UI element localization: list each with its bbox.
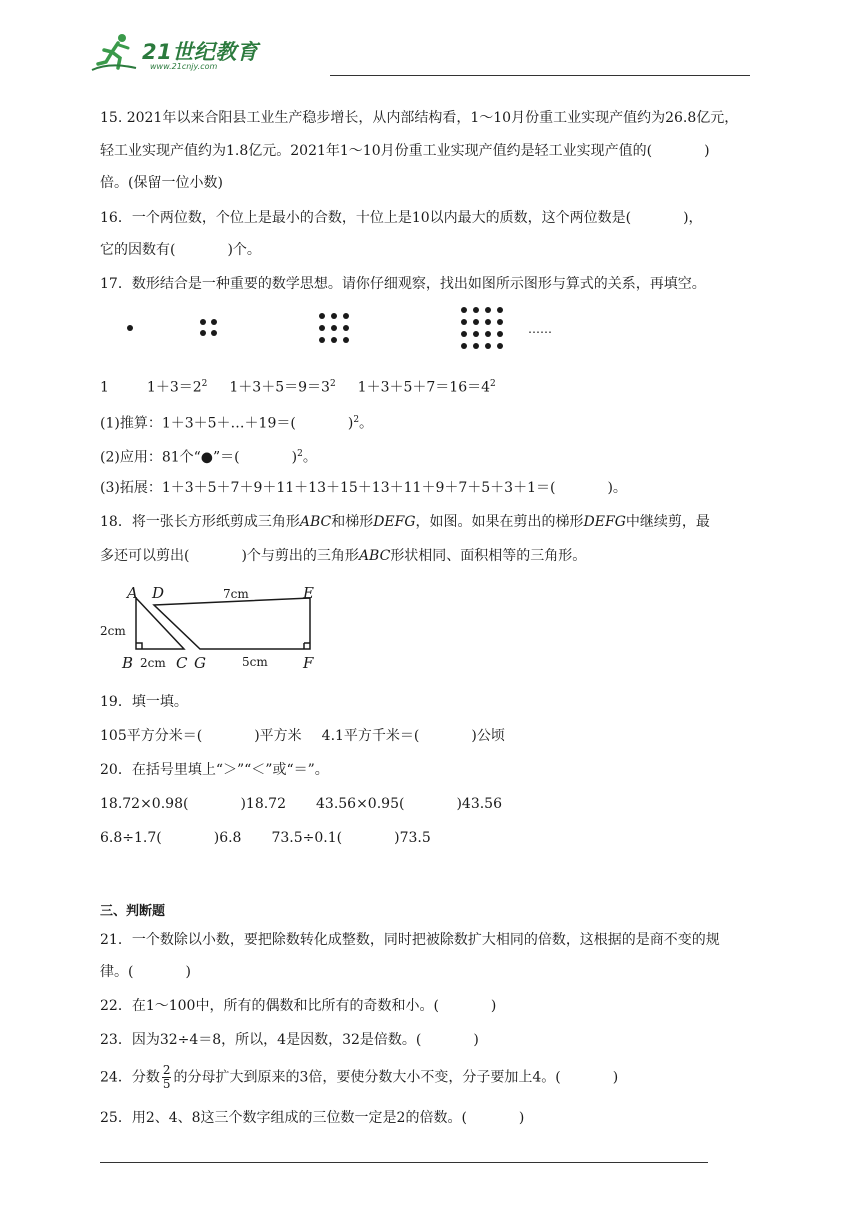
label-B: B — [122, 654, 134, 672]
label-A: A — [127, 584, 138, 602]
q20-row1: 18.72×0.98( )18.72 43.56×0.95( )43.56 — [100, 796, 502, 812]
q20-row2: 6.8÷1.7( )6.8 73.5÷0.1( )73.5 — [100, 830, 431, 846]
q18-line1: 18．将一张长方形纸剪成三角形ABC和梯形DEFG，如图。如果在剪出的梯形DEFG中继续剪，最 — [100, 514, 710, 530]
label-D: D — [152, 584, 165, 602]
logo-text: 21世纪教育 — [142, 40, 259, 64]
len-bc: 2cm — [140, 656, 166, 670]
q22: 22．在1～100中，所有的偶数和比所有的奇数和小。( ) — [100, 998, 497, 1014]
q16-line1: 16．一个两位数，个位上是最小的合数，十位上是10以内最大的质数，这个两位数是( )， — [100, 210, 703, 226]
label-F: F — [303, 654, 314, 672]
dot-pattern-figure — [100, 300, 600, 360]
q25: 25．用2、4、8这三个数字组成的三位数一定是2的倍数。( ) — [100, 1110, 525, 1126]
q21-line2: 律。( ) — [100, 964, 191, 980]
q20-title: 20．在括号里填上“＞”“＜”或“＝”。 — [100, 762, 329, 778]
q17-part3: (3)拓展：1＋3＋5＋7＋9＋11＋13＋15＋13＋11＋9＋7＋5＋3＋1＝( )。 — [100, 480, 627, 496]
q21-line1: 21．一个数除以小数，要把除数转化成整数，同时把被除数扩大相同的倍数，这根据的是商不变的规 — [100, 932, 720, 948]
len-ab: 2cm — [100, 624, 126, 638]
q15-line2: 轻工业实现产值约为1.8亿元。2021年1～10月份重工业实现产值约是轻工业实现产值的( ) — [100, 143, 710, 159]
q18-line2: 多还可以剪出( )个与剪出的三角形ABC形状相同、面积相等的三角形。 — [100, 548, 587, 564]
dots-ellipsis: …… — [528, 322, 552, 336]
q17-part1: (1)推算：1＋3＋5＋…＋19＝( )$^2$。 — [100, 415, 374, 432]
section-title-judgement: 三、判断题 — [100, 904, 166, 919]
q16-line2: 它的因数有( )个。 — [100, 242, 261, 258]
q19-title: 19．填一填。 — [100, 694, 188, 710]
q17-intro: 17．数形结合是一种重要的数学思想。请你仔细观察，找出如图所示图形与算式的关系，再填空。 — [100, 276, 706, 292]
q23: 23．因为32÷4＝8，所以，4是因数，32是倍数。( ) — [100, 1032, 479, 1048]
len-gf: 5cm — [242, 655, 268, 669]
triangle-trapezoid-figure — [100, 580, 340, 680]
label-C: C — [176, 654, 188, 672]
runner-logo-icon — [90, 32, 140, 74]
page-header — [90, 30, 760, 80]
q17-part2: (2)应用：81个“●”＝( )$^2$。 — [100, 449, 317, 466]
len-de: 7cm — [223, 587, 249, 601]
fraction: $\frac{2}{5}$ — [162, 1063, 171, 1091]
header-divider — [330, 75, 750, 76]
label-G: G — [194, 654, 206, 672]
q19-items: 105平方分米＝( )平方米 4.1平方千米＝( )公顷 — [100, 728, 505, 744]
q15-line3: 倍。(保留一位小数) — [100, 175, 223, 191]
footer-divider — [100, 1162, 708, 1163]
label-E: E — [303, 584, 314, 602]
logo-url: www.21cnjy.com — [150, 62, 218, 71]
q17-equations: 1 $1+3=2^2$ $1+3+5=9=3^2$ $1+3+5+7=16=4^2$ — [100, 379, 496, 396]
q24: 24．分数 $\frac{2}{5}$ 的分母扩大到原来的3倍，要使分数大小不变，分子要加上4。( ) — [100, 1063, 619, 1091]
q15-line1: 15. 2021年以来合阳县工业生产稳步增长，从内部结构看，1～10月份重工业实现产值约为26.8亿元， — [100, 110, 739, 126]
